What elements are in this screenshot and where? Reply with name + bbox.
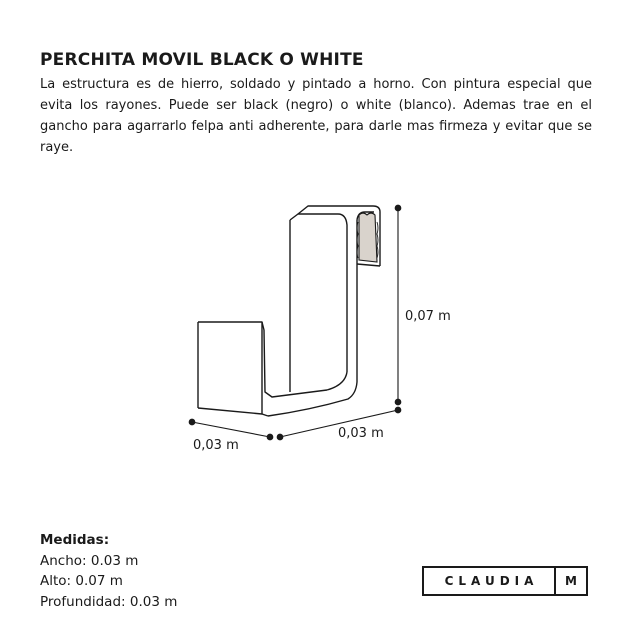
measurements-heading: Medidas: — [40, 532, 110, 548]
depth-dimension-line — [192, 422, 270, 437]
brand-letter: M — [554, 568, 586, 594]
hook-outline — [198, 206, 380, 416]
spec-profundidad: Profundidad: 0.03 m — [40, 593, 178, 610]
height-label: 0,07 m — [405, 309, 451, 324]
spec-ancho: Ancho: 0.03 m — [40, 552, 139, 569]
brand-name: CLAUDIA — [444, 574, 539, 588]
product-description: La estructura es de hierro, soldado y pintado a horno. Con pintura especial que evita los rayones. Puede ser black (negro) o white (blanco). Ademas trae en el gancho para agarrarlo felpa anti adherente, para darle mas firmeza y evitar que se raye. — [40, 77, 592, 155]
spec-alto: Alto: 0.07 m — [40, 573, 123, 589]
brand-logo — [422, 566, 588, 596]
depth-label: 0,03 m — [193, 438, 239, 453]
depth-endpoint-right — [267, 434, 273, 440]
width-endpoint-right — [395, 407, 401, 413]
height-endpoint-top — [395, 205, 401, 211]
width-endpoint-left — [277, 434, 283, 440]
product-title: PERCHITA MOVIL BLACK O WHITE — [40, 50, 364, 70]
depth-endpoint-left — [189, 419, 195, 425]
height-endpoint-bottom — [395, 399, 401, 405]
measurements-block — [40, 530, 177, 612]
width-label: 0,03 m — [338, 426, 384, 441]
felt-pad — [357, 213, 378, 262]
